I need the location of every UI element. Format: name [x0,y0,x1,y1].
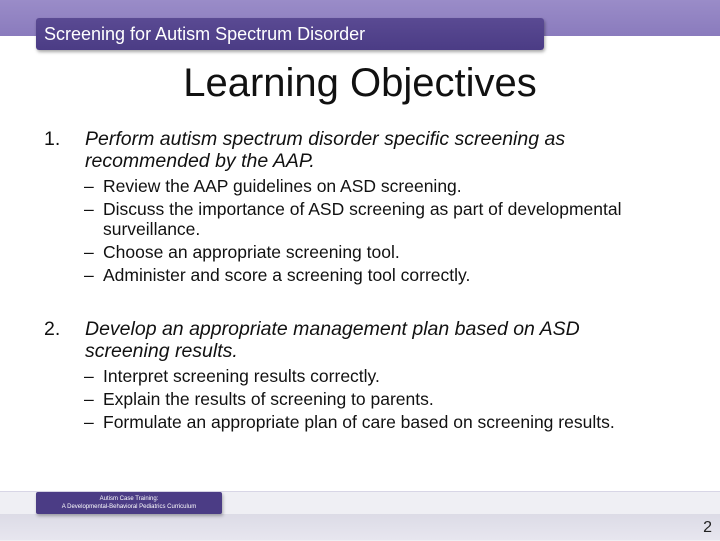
footer-line-2: A Developmental-Behavioral Pediatrics Curriculum [61,504,197,510]
list-item [84,389,624,409]
subpoint-text: Explain the results of screening to parents. [103,389,434,409]
subpoint-text: Review the AAP guidelines on ASD screening. [103,176,462,196]
list-item [84,265,624,285]
footer-strip [0,514,720,540]
objective-2-subpoints [84,366,624,435]
list-item [84,199,624,239]
objective-number: 1. [44,128,61,150]
list-item [84,176,624,196]
objective-text: Perform autism spectrum disorder specific screening as recommended by the AAP. [85,128,566,172]
header-tab [36,18,544,50]
list-item [84,242,624,262]
subpoint-text: Choose an appropriate screening tool. [103,242,400,262]
subpoint-text: Administer and score a screening tool correctly. [103,265,471,285]
dash-marker: – [84,242,94,262]
footer-curriculum-badge [36,492,222,514]
dash-marker: – [84,199,94,219]
dash-marker: – [84,412,94,432]
subpoint-text: Interpret screening results correctly. [103,366,380,386]
subpoint-text: Formulate an appropriate plan of care based on screening results. [103,412,615,432]
slide-title: Learning Objectives [183,61,537,105]
dash-marker: – [84,176,94,196]
footer-line-1: Autism Case Training: [99,496,159,502]
objective-number: 2. [44,318,61,340]
list-item [84,412,624,432]
page-number: 2 [703,519,712,536]
subpoint-text: Discuss the importance of ASD screening as part of developmental surveillance. [103,199,622,239]
dash-marker: – [84,366,94,386]
objective-text: Develop an appropriate management plan based on ASD screening results. [85,318,580,362]
header-label: Screening for Autism Spectrum Disorder [44,24,366,44]
dash-marker: – [84,265,94,285]
objective-1-subpoints [84,176,624,288]
dash-marker: – [84,389,94,409]
list-item [84,366,624,386]
